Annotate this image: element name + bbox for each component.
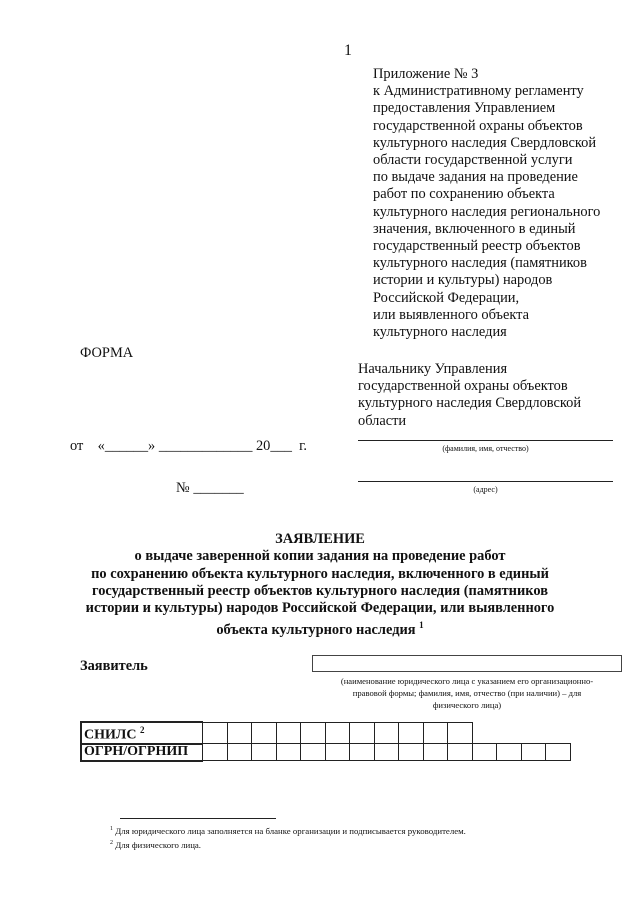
title-line: государственный реестр объектов культурного наследия (памятников xyxy=(92,582,548,599)
appendix-line: работ по сохранению объекта xyxy=(373,186,555,203)
fio-field-line[interactable] xyxy=(358,440,613,441)
applicant-note-line: (наименование юридического лица с указанием его организационно- xyxy=(340,676,594,686)
title-heading: ЗАЯВЛЕНИЕ xyxy=(275,531,365,547)
footnote-mark: 1 xyxy=(419,620,424,631)
empty-cell xyxy=(497,722,522,744)
snils-digit-cell[interactable] xyxy=(350,722,375,744)
snils-digit-cell[interactable] xyxy=(276,722,301,744)
ogrn-digit-cell[interactable] xyxy=(276,744,301,761)
appendix-line: культурного наследия (памятников xyxy=(373,255,587,272)
appendix-line: истории и культуры) народов xyxy=(373,272,553,289)
snils-footnote-mark: 2 xyxy=(139,725,145,735)
number-line: № _______ xyxy=(176,480,244,496)
date-line: от «______» _____________ 20___ г. xyxy=(70,438,308,454)
appendix-line: культурного наследия регионального xyxy=(373,203,601,220)
title-last-line xyxy=(0,617,640,639)
applicant-note-line: физического лица) xyxy=(432,700,502,710)
ogrn-digit-cell[interactable] xyxy=(423,744,448,761)
appendix-line: культурного наследия xyxy=(373,324,507,341)
footnote-1 xyxy=(110,826,466,836)
ogrn-digit-cell[interactable] xyxy=(350,744,375,761)
footnote-2 xyxy=(110,840,201,850)
applicant-input[interactable] xyxy=(312,655,622,672)
appendix-line: Приложение № 3 xyxy=(373,66,479,82)
appendix-line: государственный реестр объектов xyxy=(373,238,581,255)
title-line: истории и культуры) народов Российской Федерации, или выявленного xyxy=(85,600,555,617)
footnote-separator xyxy=(120,818,276,819)
footnote-1-text: Для юридического лица заполняется на бланке организации и подписывается руководителем. xyxy=(115,826,466,836)
ogrn-row xyxy=(81,744,570,761)
snils-row xyxy=(81,722,570,744)
appendix-line: предоставления Управлением xyxy=(373,100,556,117)
addressee-line: области xyxy=(358,412,407,429)
codes-table xyxy=(80,721,571,762)
applicant-note-line: правовой формы; фамилия, имя, отчество (при наличии) – для xyxy=(352,688,582,698)
appendix-line: культурного наследия Свердловской xyxy=(373,134,597,151)
addressee-line: Начальнику Управления xyxy=(358,361,508,377)
addressee-line: культурного наследия Свердловской xyxy=(358,395,582,412)
ogrn-digit-cell[interactable] xyxy=(374,744,399,761)
snils-digit-cell[interactable] xyxy=(252,722,277,744)
footnote-1-mark: 1 xyxy=(110,826,113,833)
ogrn-digit-cell[interactable] xyxy=(252,744,277,761)
ogrn-digit-cell[interactable] xyxy=(399,744,424,761)
footnote-2-mark: 2 xyxy=(110,840,113,847)
ogrn-digit-cell[interactable] xyxy=(301,744,326,761)
form-label: ФОРМА xyxy=(80,345,134,361)
title-line: по сохранению объекта культурного наследия, включенного в единый xyxy=(91,565,549,582)
appendix-block xyxy=(373,66,600,341)
address-caption: (адрес) xyxy=(473,485,498,494)
addressee-block xyxy=(358,361,581,430)
title-line: объекта культурного наследия xyxy=(216,622,416,639)
snils-digit-cell[interactable] xyxy=(423,722,448,744)
title-line: о выдаче заверенной копии задания на проведение работ xyxy=(134,548,506,565)
ogrn-digit-cell[interactable] xyxy=(472,744,497,761)
snils-label: СНИЛС xyxy=(84,727,137,743)
empty-cell xyxy=(546,722,571,744)
document-title xyxy=(0,531,640,640)
appendix-line: значения, включенного в единый xyxy=(373,220,576,237)
ogrn-digit-cell[interactable] xyxy=(448,744,473,761)
footnote-2-text: Для физического лица. xyxy=(115,840,202,850)
applicant-note xyxy=(312,675,622,711)
snils-digit-cell[interactable] xyxy=(374,722,399,744)
ogrn-digit-cell[interactable] xyxy=(203,744,228,761)
snils-digit-cell[interactable] xyxy=(448,722,473,744)
fio-caption: (фамилия, имя, отчество) xyxy=(442,444,529,453)
ogrn-digit-cell[interactable] xyxy=(497,744,522,761)
ogrn-digit-cell[interactable] xyxy=(227,744,252,761)
ogrn-digit-cell[interactable] xyxy=(325,744,350,761)
addressee-line: государственной охраны объектов xyxy=(358,378,568,395)
snils-label-cell xyxy=(81,722,203,744)
appendix-line: к Административному регламенту xyxy=(373,83,584,100)
appendix-line: области государственной услуги xyxy=(373,152,573,169)
empty-cell xyxy=(472,722,497,744)
snils-digit-cell[interactable] xyxy=(399,722,424,744)
ogrn-label: ОГРН/ОГРНИП xyxy=(81,744,203,761)
appendix-line: по выдаче задания на проведение xyxy=(373,169,578,186)
appendix-line: Российской Федерации, xyxy=(373,289,520,306)
address-field-line[interactable] xyxy=(358,481,613,482)
snils-digit-cell[interactable] xyxy=(325,722,350,744)
applicant-label: Заявитель xyxy=(80,658,148,674)
ogrn-digit-cell[interactable] xyxy=(546,744,571,761)
ogrn-digit-cell[interactable] xyxy=(521,744,546,761)
appendix-line: государственной охраны объектов xyxy=(373,117,583,134)
appendix-line: или выявленного объекта xyxy=(373,306,530,323)
snils-digit-cell[interactable] xyxy=(203,722,228,744)
page-number: 1 xyxy=(344,42,352,59)
snils-digit-cell[interactable] xyxy=(227,722,252,744)
empty-cell xyxy=(521,722,546,744)
snils-digit-cell[interactable] xyxy=(301,722,326,744)
